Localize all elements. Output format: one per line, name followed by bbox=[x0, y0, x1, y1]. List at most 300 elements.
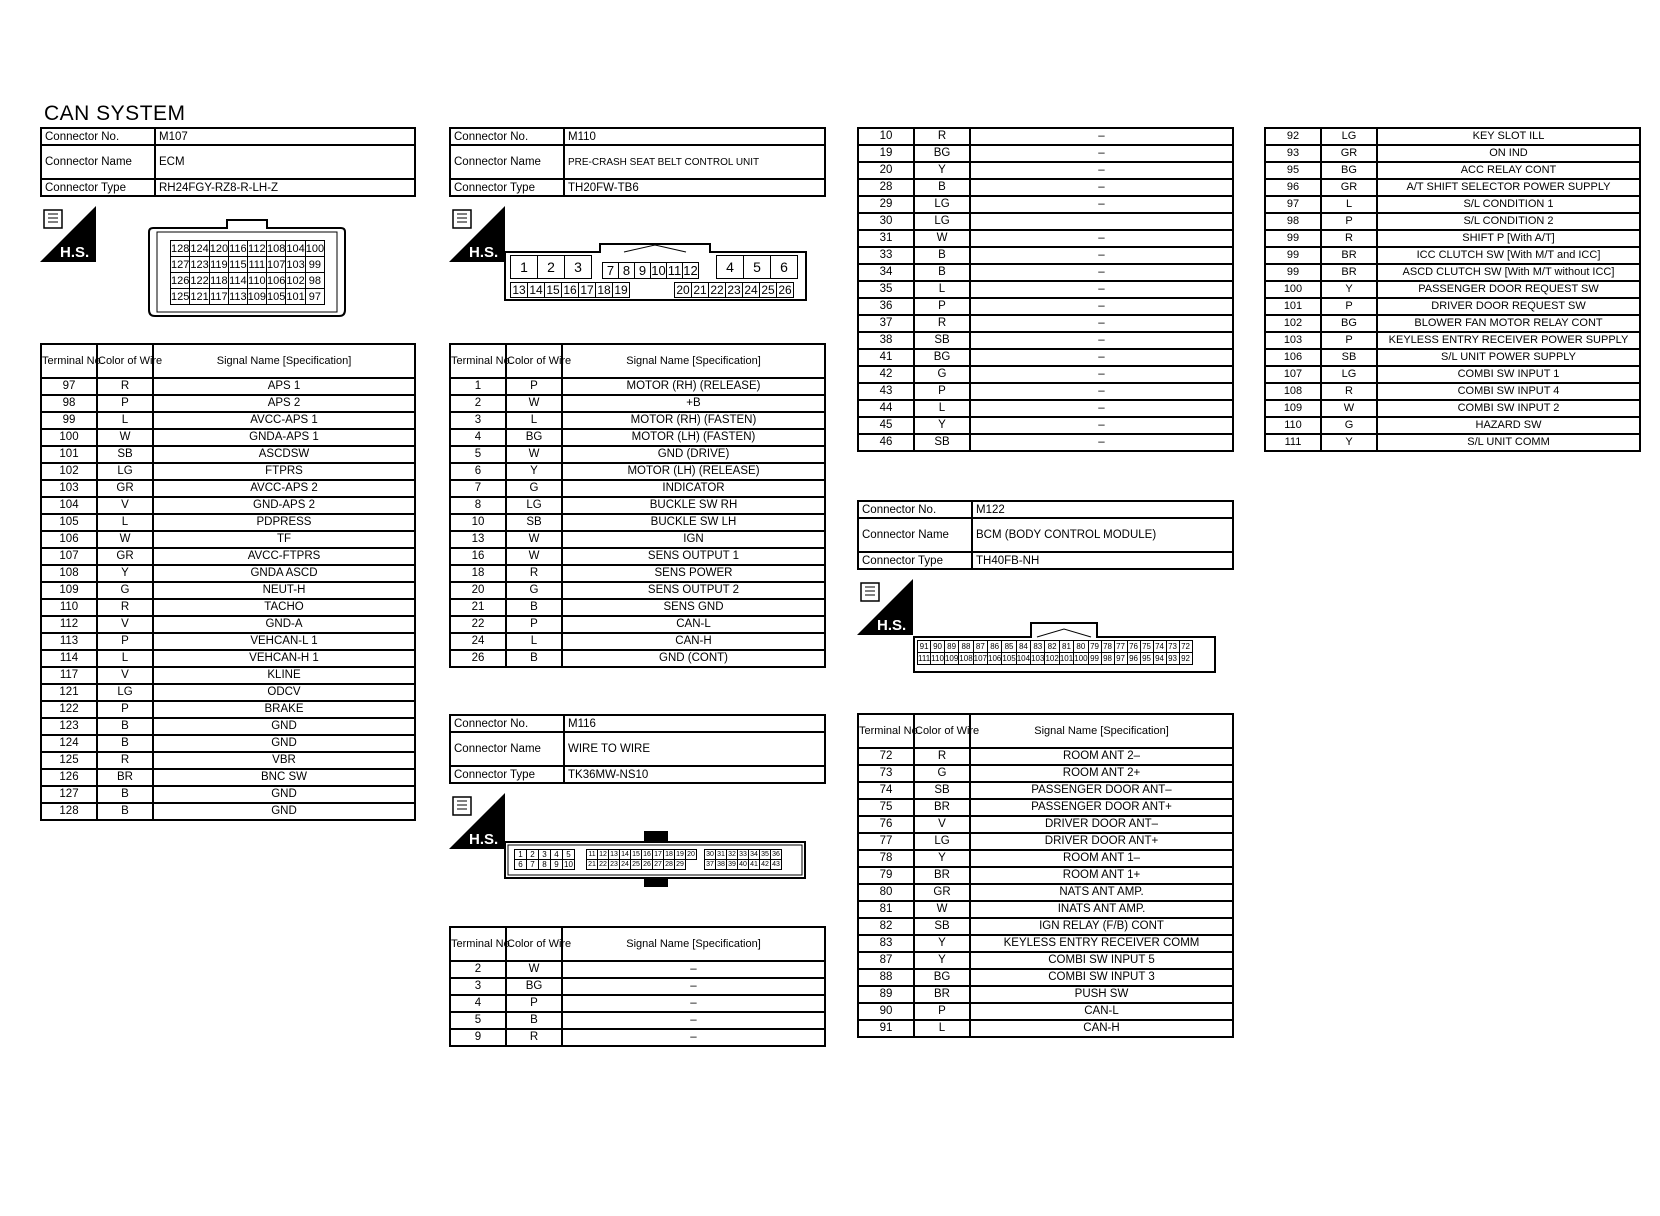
connector-type-label: Connector Type bbox=[41, 179, 155, 196]
terminal-no-cell: 99 bbox=[1265, 247, 1321, 264]
connector-pin: 25 bbox=[761, 283, 775, 297]
connector-pin: 124 bbox=[190, 242, 209, 255]
table-row bbox=[858, 145, 1233, 162]
wire-color-cell: P bbox=[1321, 332, 1377, 349]
wire-color-cell: B bbox=[506, 650, 562, 667]
table-row bbox=[858, 986, 1233, 1003]
table-row bbox=[41, 803, 415, 820]
table-row bbox=[41, 684, 415, 701]
table-row bbox=[1265, 281, 1640, 298]
connector-pin: 33 bbox=[739, 851, 747, 858]
connector-name-label: Connector Name bbox=[858, 518, 972, 552]
signal-name-cell: GND-APS 2 bbox=[153, 497, 415, 514]
signal-name-cell: VEHCAN-L 1 bbox=[153, 633, 415, 650]
terminal-no-cell: 4 bbox=[450, 429, 506, 446]
wire-color-cell: BR bbox=[1321, 264, 1377, 281]
m110-pins-top-middle bbox=[602, 262, 699, 279]
harness-side-icon bbox=[40, 206, 96, 262]
terminal-no-cell: 91 bbox=[858, 1020, 914, 1037]
signal-name-cell: ROOM ANT 2– bbox=[970, 748, 1233, 765]
table-row bbox=[41, 514, 415, 531]
signal-name-cell: ODCV bbox=[153, 684, 415, 701]
wire-color-cell: P bbox=[914, 298, 970, 315]
connector-pin: 105 bbox=[1002, 654, 1016, 663]
terminal-no-cell: 102 bbox=[1265, 315, 1321, 332]
connector-pin: 43 bbox=[772, 861, 780, 868]
table-row bbox=[1265, 434, 1640, 451]
terminal-no-cell: 37 bbox=[858, 315, 914, 332]
connector-pin: 21 bbox=[693, 283, 707, 297]
connector-no-value: M110 bbox=[564, 128, 825, 145]
wire-color-cell: R bbox=[914, 748, 970, 765]
m116-terminal-table bbox=[449, 926, 826, 1047]
m116-pins-group-c bbox=[704, 849, 782, 870]
wire-color-cell: SB bbox=[914, 782, 970, 799]
connector-pin: 24 bbox=[744, 283, 758, 297]
terminal-no-cell: 114 bbox=[41, 650, 97, 667]
signal-name-cell: ASCD CLUTCH SW [With M/T without ICC] bbox=[1377, 264, 1640, 281]
signal-name-cell: – bbox=[562, 995, 825, 1012]
connector-no-label: Connector No. bbox=[858, 501, 972, 518]
hs-label: H.S. bbox=[469, 244, 499, 261]
connector-name-value: WIRE TO WIRE bbox=[564, 732, 825, 766]
connector-pin: 90 bbox=[931, 641, 945, 653]
wire-color-cell: V bbox=[97, 667, 153, 684]
signal-name-cell: NATS ANT AMP. bbox=[970, 884, 1233, 901]
table-row bbox=[450, 565, 825, 582]
connector-pin: 13 bbox=[610, 851, 618, 858]
connector-no-value: M122 bbox=[972, 501, 1233, 518]
terminal-no-cell: 93 bbox=[1265, 145, 1321, 162]
connector-pin: 37 bbox=[706, 861, 714, 868]
terminal-no-cell: 100 bbox=[41, 429, 97, 446]
connector-pin: 107 bbox=[266, 258, 286, 271]
wire-color-cell: B bbox=[914, 264, 970, 281]
connector-pin: 10 bbox=[651, 263, 666, 278]
signal-name-cell: S/L CONDITION 2 bbox=[1377, 213, 1640, 230]
table-row bbox=[41, 480, 415, 497]
terminal-no-cell: 98 bbox=[41, 395, 97, 412]
table-row bbox=[41, 633, 415, 650]
connector-pin: 32 bbox=[728, 851, 736, 858]
connector-pin: 1 bbox=[511, 256, 538, 279]
connector-pin: 128 bbox=[171, 242, 190, 255]
wire-color-cell: L bbox=[506, 633, 562, 650]
wire-color-cell: L bbox=[1321, 196, 1377, 213]
m110-pins-top-left bbox=[510, 255, 592, 279]
table-row bbox=[450, 480, 825, 497]
table-row bbox=[1265, 162, 1640, 179]
signal-name-cell: – bbox=[970, 349, 1233, 366]
wire-color-cell: Y bbox=[506, 463, 562, 480]
terminal-no-header: Terminal No. bbox=[41, 344, 97, 378]
terminal-no-cell: 73 bbox=[858, 765, 914, 782]
terminal-no-cell: 3 bbox=[450, 412, 506, 429]
connector-pin: 7 bbox=[603, 263, 619, 279]
terminal-no-cell: 106 bbox=[1265, 349, 1321, 366]
wire-color-cell: V bbox=[97, 616, 153, 633]
connector-pin: 113 bbox=[229, 290, 247, 303]
wire-color-cell: R bbox=[914, 128, 970, 145]
signal-name-cell: CAN-H bbox=[970, 1020, 1233, 1037]
wire-color-cell: SB bbox=[97, 446, 153, 463]
connector-pin: 102 bbox=[1045, 654, 1059, 663]
terminal-no-cell: 77 bbox=[858, 833, 914, 850]
terminal-no-cell: 75 bbox=[858, 799, 914, 816]
connector-pin: 108 bbox=[959, 654, 973, 663]
terminal-no-cell: 2 bbox=[450, 961, 506, 978]
terminal-no-cell: 113 bbox=[41, 633, 97, 650]
signal-name-cell: – bbox=[970, 417, 1233, 434]
signal-name-cell: AVCC-APS 2 bbox=[153, 480, 415, 497]
terminal-no-cell: 88 bbox=[858, 969, 914, 986]
connector-no-value: M116 bbox=[564, 715, 825, 732]
terminal-no-cell: 33 bbox=[858, 247, 914, 264]
signal-name-cell: INATS ANT AMP. bbox=[970, 901, 1233, 918]
hs-label: H.S. bbox=[877, 617, 907, 634]
wire-color-cell: L bbox=[914, 281, 970, 298]
terminal-no-cell: 29 bbox=[858, 196, 914, 213]
hs-label: H.S. bbox=[60, 244, 90, 261]
wire-color-cell: BR bbox=[97, 769, 153, 786]
terminal-no-cell: 3 bbox=[450, 978, 506, 995]
connector-name-label: Connector Name bbox=[450, 732, 564, 766]
wire-color-cell: LG bbox=[914, 833, 970, 850]
connector-pin: 123 bbox=[190, 258, 209, 271]
wire-color-cell: B bbox=[506, 599, 562, 616]
wire-color-cell: B bbox=[914, 179, 970, 196]
connector-pin: 25 bbox=[632, 861, 640, 868]
connector-pin: 95 bbox=[1140, 653, 1153, 665]
terminal-no-cell: 107 bbox=[41, 548, 97, 565]
table-row bbox=[41, 650, 415, 667]
signal-name-cell: COMBI SW INPUT 4 bbox=[1377, 383, 1640, 400]
wire-color-cell: Y bbox=[914, 952, 970, 969]
wire-color-cell: Y bbox=[914, 850, 970, 867]
terminal-no-cell: 121 bbox=[41, 684, 97, 701]
wire-color-cell: G bbox=[506, 582, 562, 599]
signal-name-cell: – bbox=[970, 196, 1233, 213]
table-row bbox=[858, 349, 1233, 366]
m107-info-table bbox=[40, 127, 416, 197]
table-row bbox=[450, 616, 825, 633]
connector-pin: 119 bbox=[210, 258, 228, 271]
connector-pin: 19 bbox=[676, 851, 684, 858]
color-of-wire-header: Color of Wire bbox=[97, 344, 153, 378]
connector-pin: 78 bbox=[1101, 641, 1114, 653]
terminal-no-cell: 99 bbox=[1265, 230, 1321, 247]
wire-color-cell: BR bbox=[914, 867, 970, 884]
terminal-no-cell: 4 bbox=[450, 995, 506, 1012]
terminal-no-cell: 30 bbox=[858, 213, 914, 230]
wire-color-cell: GR bbox=[914, 884, 970, 901]
connector-pin: 110 bbox=[248, 274, 266, 287]
wire-color-cell: GR bbox=[97, 548, 153, 565]
connector-no-label: Connector No. bbox=[41, 128, 155, 145]
connector-pin: 16 bbox=[643, 851, 651, 858]
table-row bbox=[858, 748, 1233, 765]
signal-name-cell: COMBI SW INPUT 3 bbox=[970, 969, 1233, 986]
connector-no-label: Connector No. bbox=[450, 715, 564, 732]
connector-pin: 74 bbox=[1153, 641, 1166, 653]
table-row bbox=[858, 400, 1233, 417]
terminal-no-cell: 5 bbox=[450, 1012, 506, 1029]
connector-pin: 12 bbox=[599, 851, 607, 858]
signal-name-cell: ROOM ANT 2+ bbox=[970, 765, 1233, 782]
terminal-no-cell: 79 bbox=[858, 867, 914, 884]
table-row bbox=[858, 799, 1233, 816]
connector-pin: 76 bbox=[1127, 641, 1140, 653]
table-row bbox=[1265, 332, 1640, 349]
terminal-no-cell: 34 bbox=[858, 264, 914, 281]
signal-name-cell: DRIVER DOOR ANT– bbox=[970, 816, 1233, 833]
signal-name-cell: ON IND bbox=[1377, 145, 1640, 162]
connector-pin: 6 bbox=[771, 256, 798, 279]
signal-name-cell: +B bbox=[562, 395, 825, 412]
connector-pin: 84 bbox=[1016, 641, 1030, 653]
connector-pin: 11 bbox=[667, 263, 682, 278]
table-row bbox=[1265, 128, 1640, 145]
table-row bbox=[41, 752, 415, 769]
connector-pin: 112 bbox=[248, 242, 266, 255]
m110-pins-bottom-left bbox=[510, 282, 630, 298]
terminal-no-cell: 105 bbox=[41, 514, 97, 531]
table-row bbox=[858, 816, 1233, 833]
connector-pin: 103 bbox=[286, 258, 305, 271]
signal-name-cell: MOTOR (LH) (RELEASE) bbox=[562, 463, 825, 480]
connector-pin: 24 bbox=[621, 861, 629, 868]
terminal-no-cell: 100 bbox=[1265, 281, 1321, 298]
wire-color-cell: B bbox=[914, 247, 970, 264]
terminal-no-cell: 41 bbox=[858, 349, 914, 366]
connector-pin: 100 bbox=[305, 242, 325, 255]
terminal-no-header: Terminal No. bbox=[450, 927, 506, 961]
connector-pin: 83 bbox=[1031, 641, 1045, 653]
connector-pin: 109 bbox=[944, 654, 959, 663]
signal-name-cell: SENS OUTPUT 1 bbox=[562, 548, 825, 565]
table-row bbox=[41, 378, 415, 395]
terminal-no-cell: 38 bbox=[858, 332, 914, 349]
wire-color-cell: B bbox=[506, 1012, 562, 1029]
connector-pin: 101 bbox=[1059, 654, 1074, 663]
connector-pin: 93 bbox=[1166, 653, 1179, 665]
table-row bbox=[450, 961, 825, 978]
wire-color-cell: L bbox=[914, 400, 970, 417]
signal-name-cell: TF bbox=[153, 531, 415, 548]
table-row bbox=[41, 531, 415, 548]
signal-name-cell: KEY SLOT ILL bbox=[1377, 128, 1640, 145]
signal-name-cell: DRIVER DOOR REQUEST SW bbox=[1377, 298, 1640, 315]
connector-pin: 106 bbox=[988, 654, 1002, 663]
connector-pin: 26 bbox=[643, 861, 651, 868]
terminal-no-cell: 111 bbox=[1265, 434, 1321, 451]
connector-pin: 92 bbox=[1179, 653, 1192, 665]
wire-color-cell: SB bbox=[914, 332, 970, 349]
wire-color-cell: Y bbox=[914, 935, 970, 952]
signal-name-cell: S/L CONDITION 1 bbox=[1377, 196, 1640, 213]
wire-color-cell: W bbox=[914, 230, 970, 247]
wire-color-cell: GR bbox=[97, 480, 153, 497]
wire-color-cell: W bbox=[1321, 400, 1377, 417]
table-row bbox=[1265, 230, 1640, 247]
connector-pin: 26 bbox=[778, 283, 792, 297]
table-row bbox=[858, 315, 1233, 332]
terminal-no-cell: 78 bbox=[858, 850, 914, 867]
signal-name-cell: GND (CONT) bbox=[562, 650, 825, 667]
terminal-no-cell: 10 bbox=[450, 514, 506, 531]
table-row bbox=[858, 162, 1233, 179]
table-row bbox=[858, 867, 1233, 884]
terminal-no-cell: 16 bbox=[450, 548, 506, 565]
terminal-no-cell: 102 bbox=[41, 463, 97, 480]
wire-color-cell: W bbox=[506, 395, 562, 412]
wire-color-cell: L bbox=[506, 412, 562, 429]
connector-pin: 29 bbox=[676, 861, 684, 868]
connector-pin: 89 bbox=[944, 641, 958, 653]
connector-pin: 99 bbox=[1088, 653, 1101, 665]
signal-name-cell: DRIVER DOOR ANT+ bbox=[970, 833, 1233, 850]
signal-name-cell: S/L UNIT POWER SUPPLY bbox=[1377, 349, 1640, 366]
wire-color-cell: BG bbox=[1321, 162, 1377, 179]
connector-name-value: ECM bbox=[155, 145, 415, 179]
m122-terminal-table bbox=[857, 713, 1234, 1038]
wire-color-cell: Y bbox=[1321, 281, 1377, 298]
connector-pin: 104 bbox=[286, 242, 305, 255]
table-row bbox=[858, 213, 1233, 230]
connector-pin: 3 bbox=[539, 850, 551, 860]
wire-color-cell: L bbox=[97, 412, 153, 429]
signal-name-cell: – bbox=[970, 400, 1233, 417]
connector-pin: 38 bbox=[717, 861, 725, 868]
signal-name-cell: GND bbox=[153, 803, 415, 820]
connector-pin: 13 bbox=[512, 283, 526, 297]
connector-pin: 98 bbox=[305, 273, 324, 289]
table-row bbox=[858, 901, 1233, 918]
terminal-no-cell: 108 bbox=[1265, 383, 1321, 400]
wire-color-cell: B bbox=[97, 718, 153, 735]
terminal-no-cell: 46 bbox=[858, 434, 914, 451]
table-row bbox=[858, 969, 1233, 986]
table-row bbox=[41, 582, 415, 599]
terminal-no-cell: 103 bbox=[41, 480, 97, 497]
wire-color-cell: SB bbox=[1321, 349, 1377, 366]
connector-pin: 12 bbox=[683, 263, 698, 278]
table-row bbox=[450, 582, 825, 599]
terminal-no-cell: 1 bbox=[450, 378, 506, 395]
signal-name-cell: – bbox=[970, 434, 1233, 451]
wire-color-cell: G bbox=[914, 765, 970, 782]
connector-pin: 77 bbox=[1114, 641, 1127, 653]
connector-pin: 75 bbox=[1140, 641, 1153, 653]
connector-pin: 94 bbox=[1153, 653, 1166, 665]
connector-pin: 6 bbox=[515, 860, 527, 870]
wire-color-cell: GR bbox=[1321, 179, 1377, 196]
wire-color-cell: R bbox=[506, 565, 562, 582]
connector-pin: 27 bbox=[654, 861, 662, 868]
wire-color-cell: G bbox=[506, 480, 562, 497]
signal-name-cell: – bbox=[970, 332, 1233, 349]
terminal-no-cell: 117 bbox=[41, 667, 97, 684]
table-row bbox=[41, 786, 415, 803]
table-row bbox=[450, 978, 825, 995]
connector-no-value: M107 bbox=[155, 128, 415, 145]
terminal-no-cell: 72 bbox=[858, 748, 914, 765]
wire-color-cell: P bbox=[97, 701, 153, 718]
connector-pin: 18 bbox=[597, 283, 611, 297]
table-row bbox=[41, 667, 415, 684]
connector-pin: 1 bbox=[515, 850, 527, 860]
signal-name-cell: KEYLESS ENTRY RECEIVER POWER SUPPLY bbox=[1377, 332, 1640, 349]
connector-pin: 31 bbox=[717, 851, 725, 858]
terminal-no-cell: 96 bbox=[1265, 179, 1321, 196]
connector-pin: 117 bbox=[210, 290, 228, 303]
signal-name-cell bbox=[970, 213, 1233, 230]
table-row bbox=[41, 548, 415, 565]
table-row bbox=[1265, 417, 1640, 434]
table-row bbox=[1265, 315, 1640, 332]
wire-color-cell: P bbox=[1321, 213, 1377, 230]
signal-name-cell: GND-A bbox=[153, 616, 415, 633]
connector-pin: 107 bbox=[973, 654, 988, 663]
wire-color-cell: L bbox=[97, 650, 153, 667]
terminal-no-header: Terminal No. bbox=[450, 344, 506, 378]
connector-pin: 9 bbox=[635, 263, 651, 279]
terminal-no-cell: 18 bbox=[450, 565, 506, 582]
connector-pin: 99 bbox=[305, 257, 324, 273]
wire-color-cell: W bbox=[97, 531, 153, 548]
connector-pin: 17 bbox=[654, 851, 662, 858]
signal-name-cell: PDPRESS bbox=[153, 514, 415, 531]
terminal-no-cell: 82 bbox=[858, 918, 914, 935]
connector-pin: 7 bbox=[527, 860, 539, 870]
terminal-no-cell: 45 bbox=[858, 417, 914, 434]
connector-pin: 79 bbox=[1088, 641, 1101, 653]
table-row bbox=[41, 701, 415, 718]
terminal-no-cell: 99 bbox=[1265, 264, 1321, 281]
connector-pin: 4 bbox=[717, 256, 744, 279]
table-row bbox=[450, 429, 825, 446]
signal-name-cell: KLINE bbox=[153, 667, 415, 684]
terminal-no-cell: 83 bbox=[858, 935, 914, 952]
connector-pin: 10 bbox=[564, 860, 573, 869]
connector-type-label: Connector Type bbox=[858, 552, 972, 569]
table-row bbox=[858, 332, 1233, 349]
signal-name-cell: AVCC-APS 1 bbox=[153, 412, 415, 429]
terminal-no-cell: 128 bbox=[41, 803, 97, 820]
signal-name-cell: – bbox=[970, 383, 1233, 400]
terminal-no-cell: 99 bbox=[41, 412, 97, 429]
terminal-no-cell: 28 bbox=[858, 179, 914, 196]
wire-color-cell: R bbox=[97, 599, 153, 616]
table-row bbox=[1265, 213, 1640, 230]
connector-pin: 91 bbox=[918, 641, 931, 653]
table-row bbox=[450, 446, 825, 463]
table-row bbox=[41, 735, 415, 752]
wire-color-cell: LG bbox=[914, 196, 970, 213]
terminal-no-cell: 90 bbox=[858, 1003, 914, 1020]
signal-name-cell: ROOM ANT 1+ bbox=[970, 867, 1233, 884]
wire-color-cell: W bbox=[914, 901, 970, 918]
wire-color-cell: BG bbox=[914, 969, 970, 986]
signal-name-cell: – bbox=[970, 298, 1233, 315]
table-row bbox=[41, 412, 415, 429]
signal-name-cell: A/T SHIFT SELECTOR POWER SUPPLY bbox=[1377, 179, 1640, 196]
table-row bbox=[858, 1003, 1233, 1020]
wire-color-cell: W bbox=[506, 446, 562, 463]
connector-pin: 101 bbox=[286, 290, 305, 303]
table-row bbox=[450, 497, 825, 514]
table-row bbox=[858, 230, 1233, 247]
